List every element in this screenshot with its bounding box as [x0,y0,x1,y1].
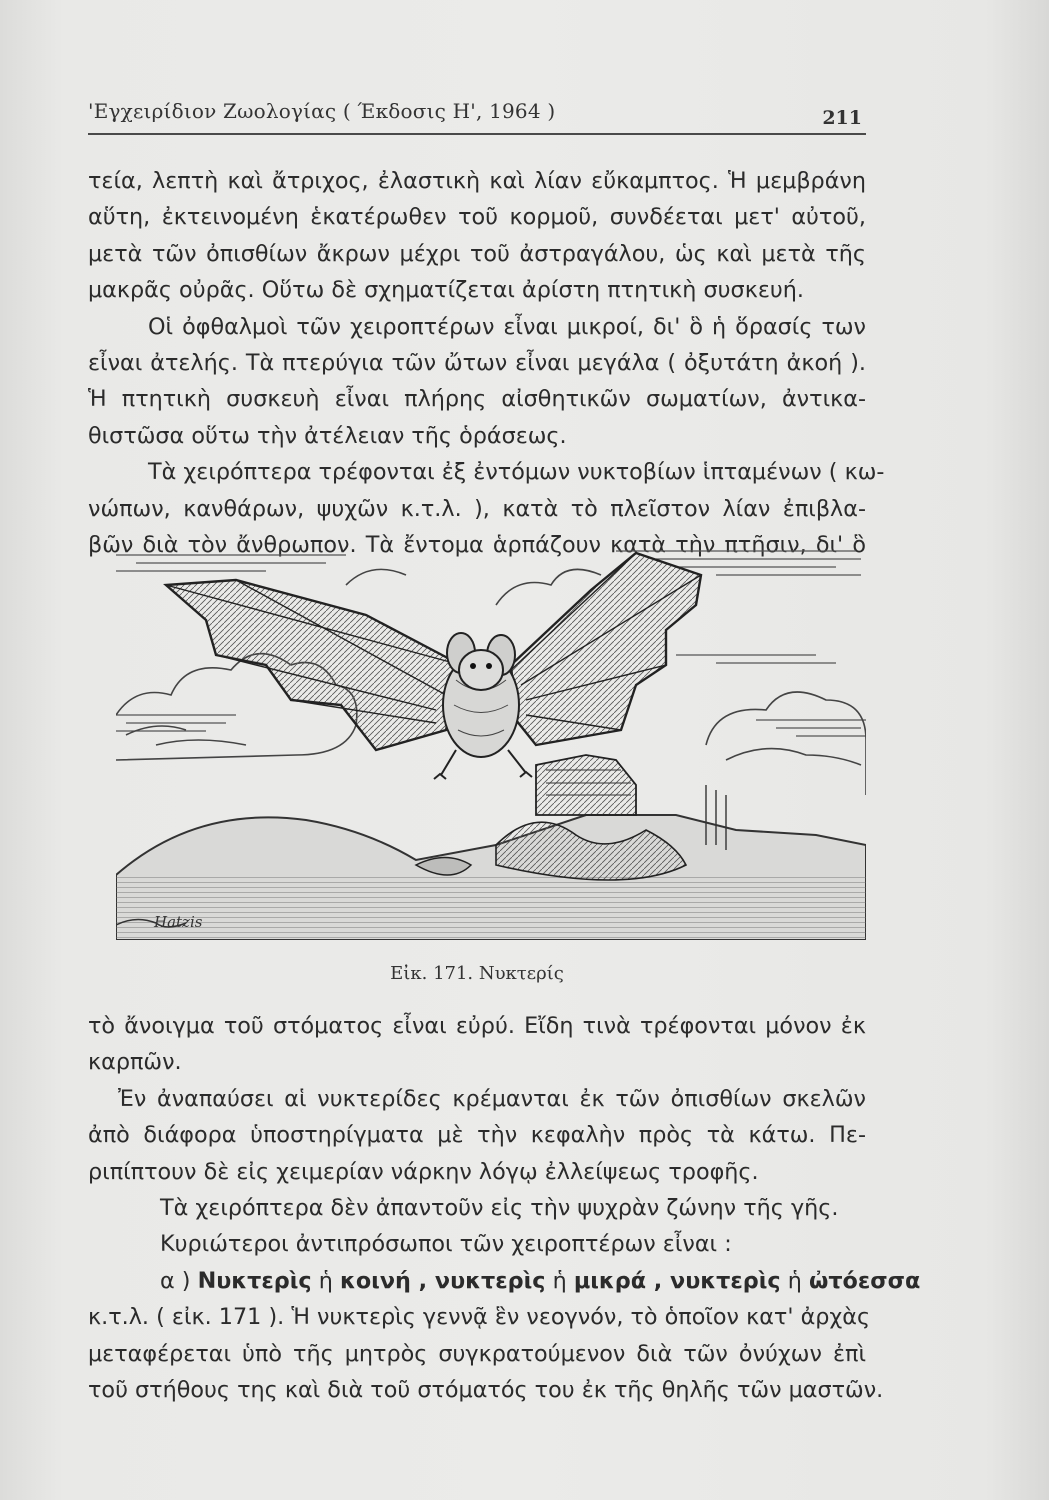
text-line: Ἐν ἀναπαύσει αἱ νυκτερίδες κρέμανται ἐκ τῶν ὀπισθίων σκελῶν [118,1085,866,1112]
text-line: μετὰ τῶν ὀπισθίων ἄκρων μέχρι τοῦ ἀστραγάλου, ὡς καὶ μετὰ τῆς [88,240,866,267]
article: ἡ [787,1267,802,1294]
bat-figure [166,553,701,779]
text-line: Κυριώτεροι ἀντιπρόσωποι τῶν χειροπτέρων εἶναι : [160,1231,732,1258]
species-list-item [88,1263,921,1299]
text-line: θιστῶσα οὕτω τὴν ἀτέλειαν τῆς ὁράσεως. [88,422,567,449]
item-marker: α ) [160,1267,191,1294]
signature-text: Hatzis [154,913,203,931]
page-number: 211 [822,107,862,129]
text-line: τοῦ στήθους της καὶ διὰ τοῦ στόματός του ἐκ τῆς θηλῆς τῶν μαστῶν. [88,1376,884,1403]
bat-illustration [116,545,866,940]
text-line: Τὰ χειρόπτερα δὲν ἀπαντοῦν εἰς τὴν ψυχρὰν ζώνην τῆς γῆς. [160,1194,839,1221]
text-line: νώπων, κανθάρων, ψυχῶν κ.τ.λ. ), κατὰ τὸ πλεῖστον λίαν ἐπιβλα- [88,495,866,522]
text-line: εἶναι ἀτελής. Τὰ πτερύγια τῶν ὤτων εἶναι μεγάλα ( ὀξυτάτη ἀκοή ). [88,349,866,376]
species-name: Νυκτερὶς [197,1267,312,1294]
text-line: Ἡ πτητικὴ συσκευὴ εἶναι πλήρης αἰσθητικῶν σωματίων, ἀντικα- [88,386,866,413]
article: ἡ [552,1267,567,1294]
text-line: μακρᾶς οὐρᾶς. Οὕτω δὲ σχηματίζεται ἀρίστη πτητικὴ συσκευή. [88,277,805,304]
species-name: ὠτόεσσα [808,1267,921,1294]
text-block-top [88,163,885,563]
text-block-bottom [88,1008,921,1408]
text-line: κ.τ.λ. ( εἰκ. 171 ). Ἡ νυκτερὶς γεννᾷ ἓν νεογνόν, τὸ ὁποῖον κατ' ἀρχὰς [88,1304,871,1331]
species-name: μικρά , νυκτερὶς [573,1267,781,1294]
text-line: τεία, λεπτὴ καὶ ἄτριχος, ἐλαστικὴ καὶ λίαν εὔκαμπτος. Ἡ μεμβράνη [88,168,866,194]
running-title: 'Εγχειρίδιον Ζωολογίας ( Έκδοσις Η', 1964 ) [88,99,556,123]
text-line: μεταφέρεται ὑπὸ τῆς μητρὸς συγκρατούμενον διὰ τῶν ὀνύχων ἐπὶ [88,1340,866,1367]
landscape [116,755,866,940]
text-line: Οἱ ὀφθαλμοὶ τῶν χειροπτέρων εἶναι μικροί, δι' ὃ ἡ ὅρασίς των [148,313,866,340]
species-name: κοινή , νυκτερὶς [339,1267,546,1294]
text-line: τὸ ἄνοιγμα τοῦ στόματος εἶναι εὐρύ. Εἴδη τινὰ τρέφονται μόνον ἐκ [88,1013,866,1039]
text-line: ἀπὸ διάφορα ὑποστηρίγματα μὲ τὴν κεφαλὴν πρὸς τὰ κάτω. Πε- [88,1122,866,1149]
running-header [88,93,866,135]
article: ἡ [318,1267,333,1294]
text-line: αὕτη, ἐκτεινομένη ἑκατέρωθεν τοῦ κορμοῦ, συνδέεται μετ' αὐτοῦ, [88,204,866,231]
text-line: Τὰ χειρόπτερα τρέφονται ἐξ ἐντόμων νυκτοβίων ἱπταμένων ( κω- [148,459,885,486]
figure-caption: Εἰκ. 171. Νυκτερίς [390,963,564,984]
text-line: ριπίπτουν δὲ εἰς χειμερίαν νάρκην λόγῳ ἐλλείψεως τροφῆς. [88,1158,759,1185]
text-line: καρπῶν. [88,1049,182,1076]
text-line: βῶν διὰ τὸν ἄνθρωπον. Τὰ ἔντομα ἁρπάζουν κατὰ τὴν πτῆσιν, δι' ὃ [88,531,866,558]
